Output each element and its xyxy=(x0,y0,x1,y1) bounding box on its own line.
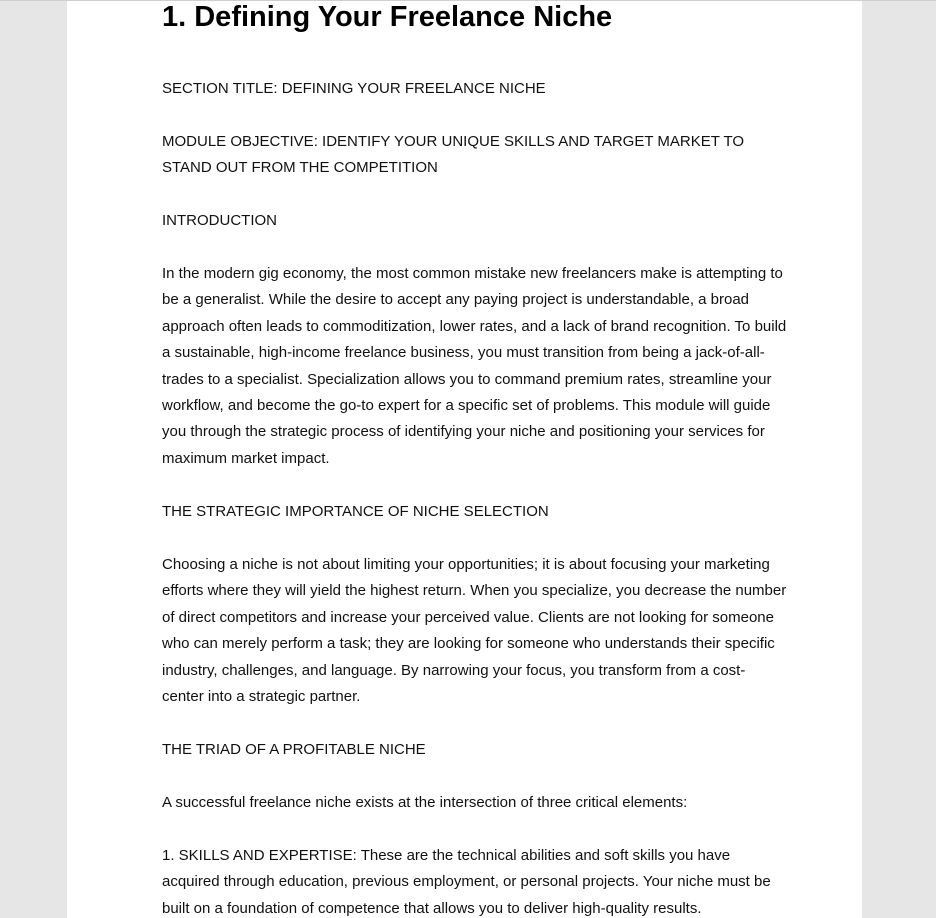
module-objective-line: MODULE OBJECTIVE: IDENTIFY YOUR UNIQUE SKILLS AND TARGET MARKET TO STAND OUT FROM THE COMPETITION xyxy=(162,133,745,177)
triad-item-skills: 1. SKILLS AND EXPERTISE: These are the technical abilities and soft skills you have acquired through education, previous employment, or personal projects. Your niche must be built on a foundation of competence that allows you to deliver high-quality results. xyxy=(162,847,771,917)
section-title-line: SECTION TITLE: DEFINING YOUR FREELANCE NICHE xyxy=(162,80,546,97)
niche-importance-heading: THE STRATEGIC IMPORTANCE OF NICHE SELECTION xyxy=(162,503,549,520)
niche-importance-paragraph: Choosing a niche is not about limiting your opportunities; it is about focusing your marketing efforts where they will yield the highest return. When you specialize, you decrease the number of direct competitors and increase your perceived value. Clients are not looking for someone who can merely perform a task; they are looking for someone who understands their specific industry, challenges, and language. By narrowing your focus, you transform from a cost-center into a strategic partner. xyxy=(162,556,787,706)
document-page xyxy=(67,1,862,918)
triad-heading: THE TRIAD OF A PROFITABLE NICHE xyxy=(162,741,426,758)
introduction-paragraph: In the modern gig economy, the most common mistake new freelancers make is attempting to be a generalist. While the desire to accept any paying project is understandable, a broad approach often leads to commoditization, lower rates, and a lack of brand recognition. To build a sustainable, high-income freelance business, you must transition from being a jack-of-all-trades to a specialist. Specialization allows you to command premium rates, streamline your workflow, and become the go-to expert for a specific set of problems. This module will guide you through the strategic process of identifying your niche and positioning your services for maximum market impact. xyxy=(162,265,787,467)
triad-intro-paragraph: A successful freelance niche exists at the intersection of three critical elements: xyxy=(162,794,688,811)
document-title: 1. Defining Your Freelance Niche xyxy=(162,1,613,33)
introduction-heading: INTRODUCTION xyxy=(162,212,277,229)
